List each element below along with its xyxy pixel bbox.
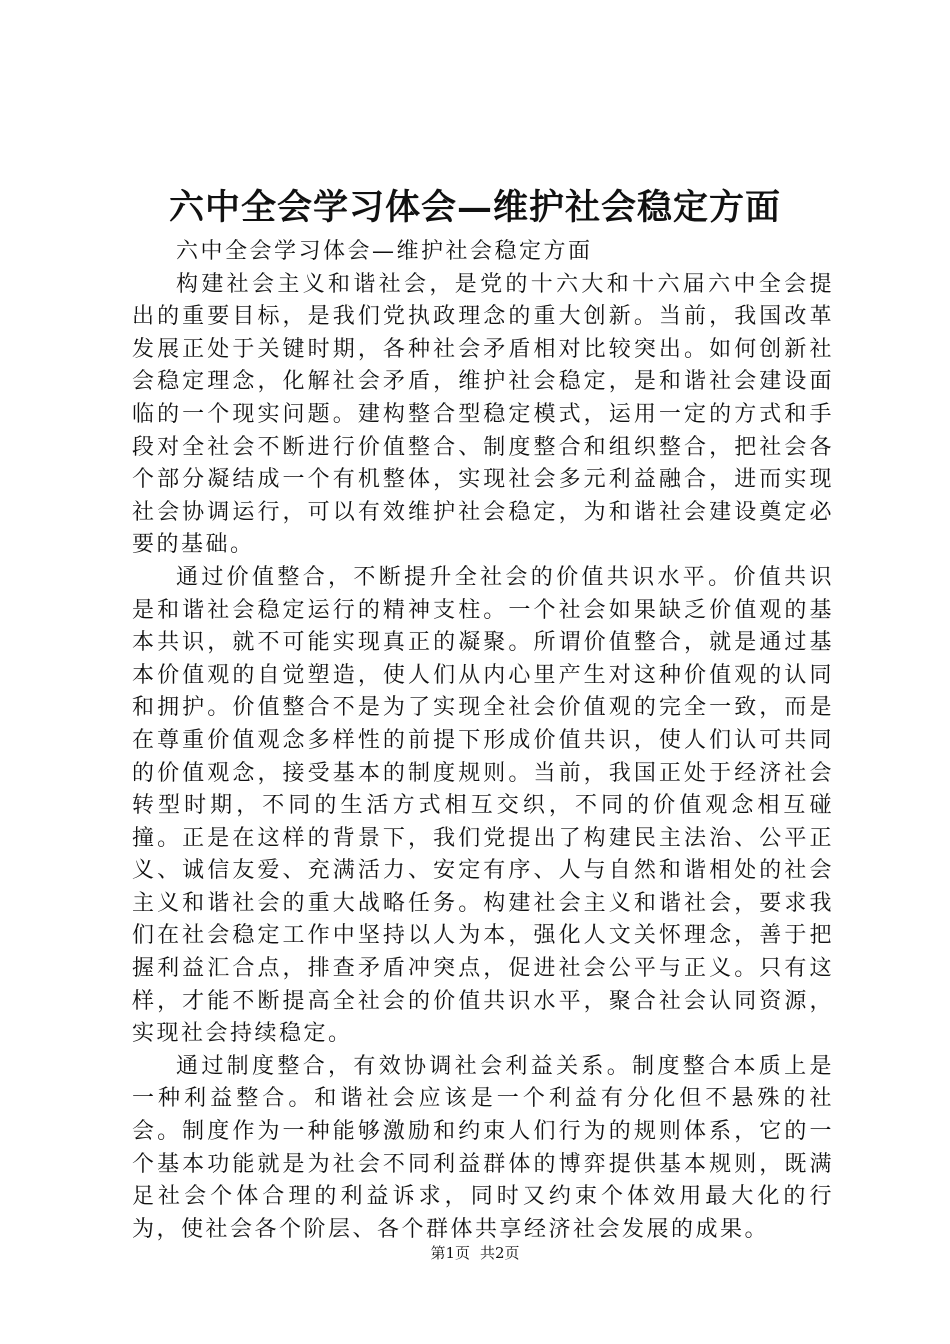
document-title: 六中全会学习体会—维护社会稳定方面 (168, 187, 781, 228)
document-subtitle: 六中全会学习体会—维护社会稳定方面 (176, 239, 593, 264)
paragraph-2: 通过价值整合，不断提升全社会的价值共识水平。价值共识是和谐社会稳定运行的精神支柱。一个社会如果缺乏价值观的基本共识，就不可能实现真正的凝聚。所谓价值整合，就是通过基本价值观的自觉塑造，使人们从内心里产生对这种价值观的认同和拥护。价值整合不是为了实现全社会价值观的完全一致，而是在尊重价值观念多样性的前提下形成价值共识，使人们认可共同的价值观念，接受基本的制度规则。当前，我国正处于经济社会转型时期，不同的生活方式相互交织，不同的价值观念相互碰撞。正是在这样的背景下，我们党提出了构建民主法治、公平正义、诚信友爱、充满活力、安定有序、人与自然和谐相处的社会主义和谐社会的重大战略任务。构建社会主义和谐社会，要求我们在社会稳定工作中坚持以人为本，强化人文关怀理念，善于把握利益汇合点，排查矛盾冲突点，促进社会公平与正义。只有这样，才能不断提高全社会的价值共识水平，聚合社会认同资源，实现社会持续稳定。 (132, 564, 834, 1047)
page-total: 共2页 (480, 1244, 520, 1262)
page-number: 第1页 (430, 1244, 470, 1262)
paragraph-1: 构建社会主义和谐社会，是党的十六大和十六届六中全会提出的重要目标，是我们党执政理念的重大创新。当前，我国改革发展正处于关键时期，各种社会矛盾相对比较突出。如何创新社会稳定理念，化解社会矛盾，维护社会稳定，是和谐社会建设面临的一个现实问题。建构整合型稳定模式，运用一定的方式和手段对全社会不断进行价值整合、制度整合和组织整合，把社会各个部分凝结成一个有机整体，实现社会多元利益融合，进而实现社会协调运行，可以有效维护社会稳定，为和谐社会建设奠定必要的基础。 (132, 271, 834, 558)
document-body (132, 236, 834, 1246)
paragraph-3: 通过制度整合，有效协调社会利益关系。制度整合本质上是一种利益整合。和谐社会应该是一个利益有分化但不悬殊的社会。制度作为一种能够激励和约束人们行为的规则体系，它的一个基本功能就是为社会不同利益群体的博弈提供基本规则，既满足社会个体合理的利益诉求，同时又约束个体效用最大化的行为，使社会各个阶层、各个群体共享经济社会发展的成果。 (132, 1053, 834, 1242)
page-footer (0, 1242, 950, 1264)
